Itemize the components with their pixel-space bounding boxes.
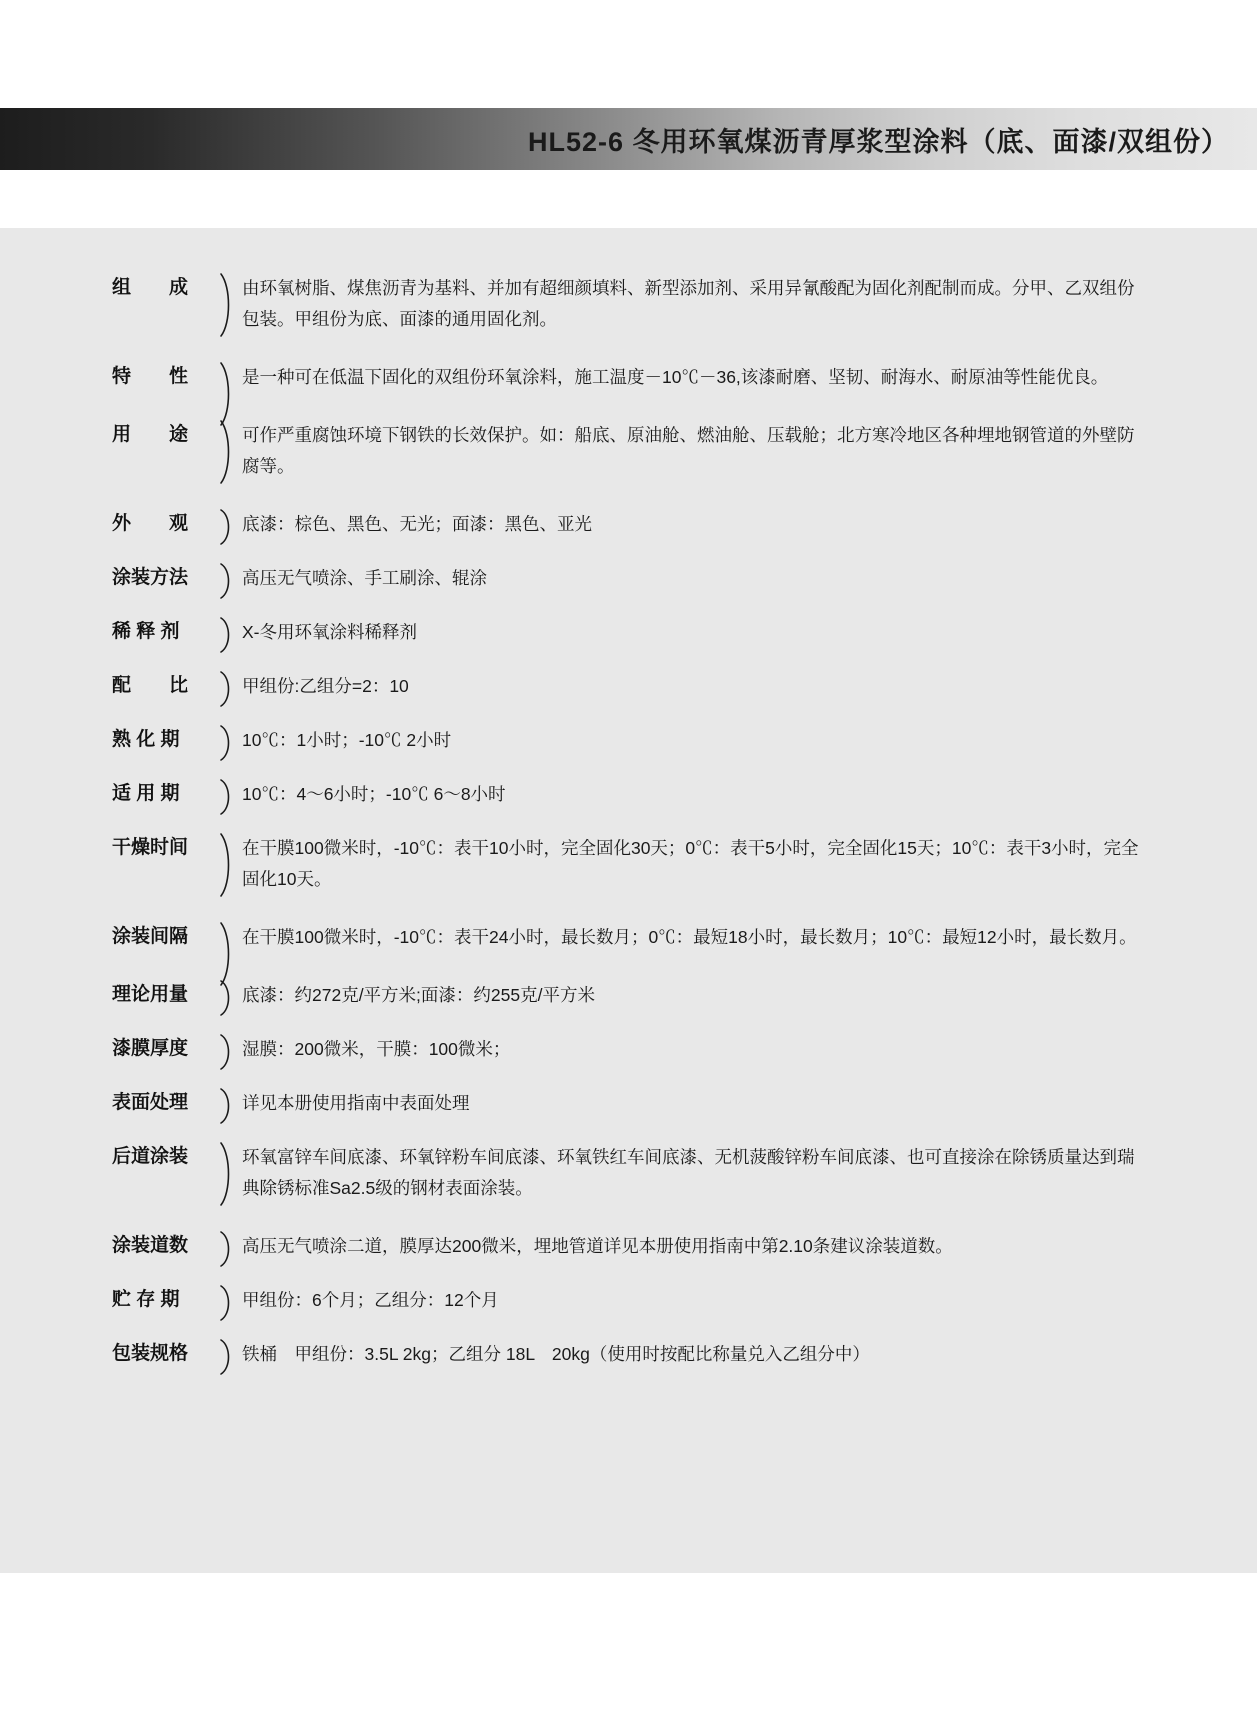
brace-icon: [218, 361, 236, 393]
spec-row-label: 理论用量: [112, 984, 189, 1005]
brace-icon: [218, 979, 236, 1011]
brace-icon: [218, 724, 236, 756]
brace-icon: [218, 1033, 236, 1065]
spec-row-value: X-冬用环氧涂料稀释剂: [242, 622, 417, 642]
spec-row-label: 组 成: [112, 277, 189, 298]
spec-row: [0, 832, 1257, 895]
page-title: HL52-6 冬用环氧煤沥青厚浆型涂料（底、面漆/双组份）: [527, 126, 1229, 157]
brace-icon: [218, 1087, 236, 1119]
spec-row-value: 10℃：4～6小时；-10℃ 6～8小时: [242, 784, 506, 804]
spec-row-label: 配 比: [112, 675, 189, 696]
spec-row-label: 后道涂装: [112, 1146, 189, 1167]
spec-row-value: 环氧富锌车间底漆、环氧锌粉车间底漆、环氧铁红车间底漆、无机菠酸锌粉车间底漆、也可直接涂在除锈质量达到瑞典除锈标准Sa2.5级的钢材表面涂装。: [242, 1147, 1135, 1198]
spec-row-value: 在干膜100微米时，-10℃：表干10小时，完全固化30天；0℃：表干5小时，完全固化15天；10℃：表干3小时，完全固化10天。: [242, 838, 1139, 889]
spec-row: [0, 508, 1257, 540]
spec-row: [0, 562, 1257, 594]
spec-row-value: 可作严重腐蚀环境下钢铁的长效保护。如：船底、原油舱、燃油舱、压载舱；北方寒冷地区各种埋地钢管道的外壁防腐等。: [242, 425, 1135, 476]
spec-row-value: 在干膜100微米时，-10℃：表干24小时，最长数月；0℃：最短18小时，最长数月；10℃：最短12小时，最长数月。: [242, 927, 1137, 947]
spec-row: [0, 616, 1257, 648]
spec-row: [0, 1284, 1257, 1316]
spec-row: [0, 724, 1257, 756]
spec-row: [0, 670, 1257, 702]
spec-row-value: 是一种可在低温下固化的双组份环氧涂料，施工温度－10℃－36,该漆耐磨、坚韧、耐海水、耐原油等性能优良。: [242, 367, 1109, 387]
document-header-bar: [0, 108, 1257, 170]
spec-row-value: 10℃：1小时；-10℃ 2小时: [242, 730, 452, 750]
spec-row-label: 稀 释 剂: [112, 621, 180, 642]
brace-icon: [218, 778, 236, 810]
brace-icon: [218, 1141, 236, 1204]
spec-row-value: 甲组份：6个月；乙组分：12个月: [242, 1290, 499, 1310]
spec-row: [0, 979, 1257, 1011]
brace-icon: [218, 1284, 236, 1316]
spec-row: [0, 1141, 1257, 1204]
brace-icon: [218, 670, 236, 702]
spec-row-value: 底漆：棕色、黑色、无光；面漆：黑色、亚光: [242, 514, 592, 534]
spec-row: [0, 778, 1257, 810]
spec-row: [0, 419, 1257, 482]
spec-row-label: 包装规格: [112, 1343, 189, 1364]
spec-row-label: 涂装道数: [112, 1235, 189, 1256]
spec-row-label: 熟 化 期: [112, 729, 180, 750]
spec-row: [0, 1087, 1257, 1119]
spec-row-label: 涂装方法: [112, 567, 189, 588]
bottom-white-strip: [0, 1573, 1257, 1718]
spec-row-value: 铁桶 甲组份：3.5L 2kg；乙组分 18L 20kg（使用时按配比称量兑入乙组分中）: [242, 1344, 870, 1364]
brace-icon: [218, 508, 236, 540]
spec-row-value: 高压无气喷涂、手工刷涂、辊涂: [242, 568, 487, 588]
spec-row-value: 由环氧树脂、煤焦沥青为基料、并加有超细颜填料、新型添加剂、采用异氰酸配为固化剂配制而成。分甲、乙双组份包装。甲组份为底、面漆的通用固化剂。: [242, 278, 1135, 329]
brace-icon: [218, 272, 236, 335]
spec-row-label: 外 观: [112, 513, 189, 534]
spec-row-label: 涂装间隔: [112, 926, 189, 947]
spec-row-value: 高压无气喷涂二道，膜厚达200微米，埋地管道详见本册使用指南中第2.10条建议涂装道数。: [242, 1236, 953, 1256]
spec-row: [0, 361, 1257, 393]
spec-row-value: 湿膜：200微米，干膜：100微米；: [242, 1039, 511, 1059]
spec-row-label: 贮 存 期: [112, 1289, 180, 1310]
spec-row-label: 漆膜厚度: [112, 1038, 189, 1059]
brace-icon: [218, 921, 236, 953]
spec-row-label: 特 性: [112, 366, 189, 387]
spec-row: [0, 1230, 1257, 1262]
spec-row-label: 表面处理: [112, 1092, 189, 1113]
spec-row-value: 详见本册使用指南中表面处理: [242, 1093, 470, 1113]
spec-row: [0, 921, 1257, 953]
brace-icon: [218, 419, 236, 482]
brace-icon: [218, 616, 236, 648]
brace-icon: [218, 1230, 236, 1262]
brace-icon: [218, 1338, 236, 1370]
spec-row: [0, 272, 1257, 335]
top-white-strip: [0, 170, 1257, 228]
spec-row-value: 底漆：约272克/平方米;面漆：约255克/平方米: [242, 985, 595, 1005]
spec-row-value: 甲组份:乙组分=2：10: [242, 676, 409, 696]
spec-row: [0, 1338, 1257, 1370]
brace-icon: [218, 832, 236, 895]
spec-row-label: 用 途: [112, 424, 189, 445]
spec-row: [0, 1033, 1257, 1065]
spec-list: [0, 272, 1257, 1392]
spec-row-label: 干燥时间: [112, 837, 189, 858]
spec-row-label: 适 用 期: [112, 783, 180, 804]
brace-icon: [218, 562, 236, 594]
